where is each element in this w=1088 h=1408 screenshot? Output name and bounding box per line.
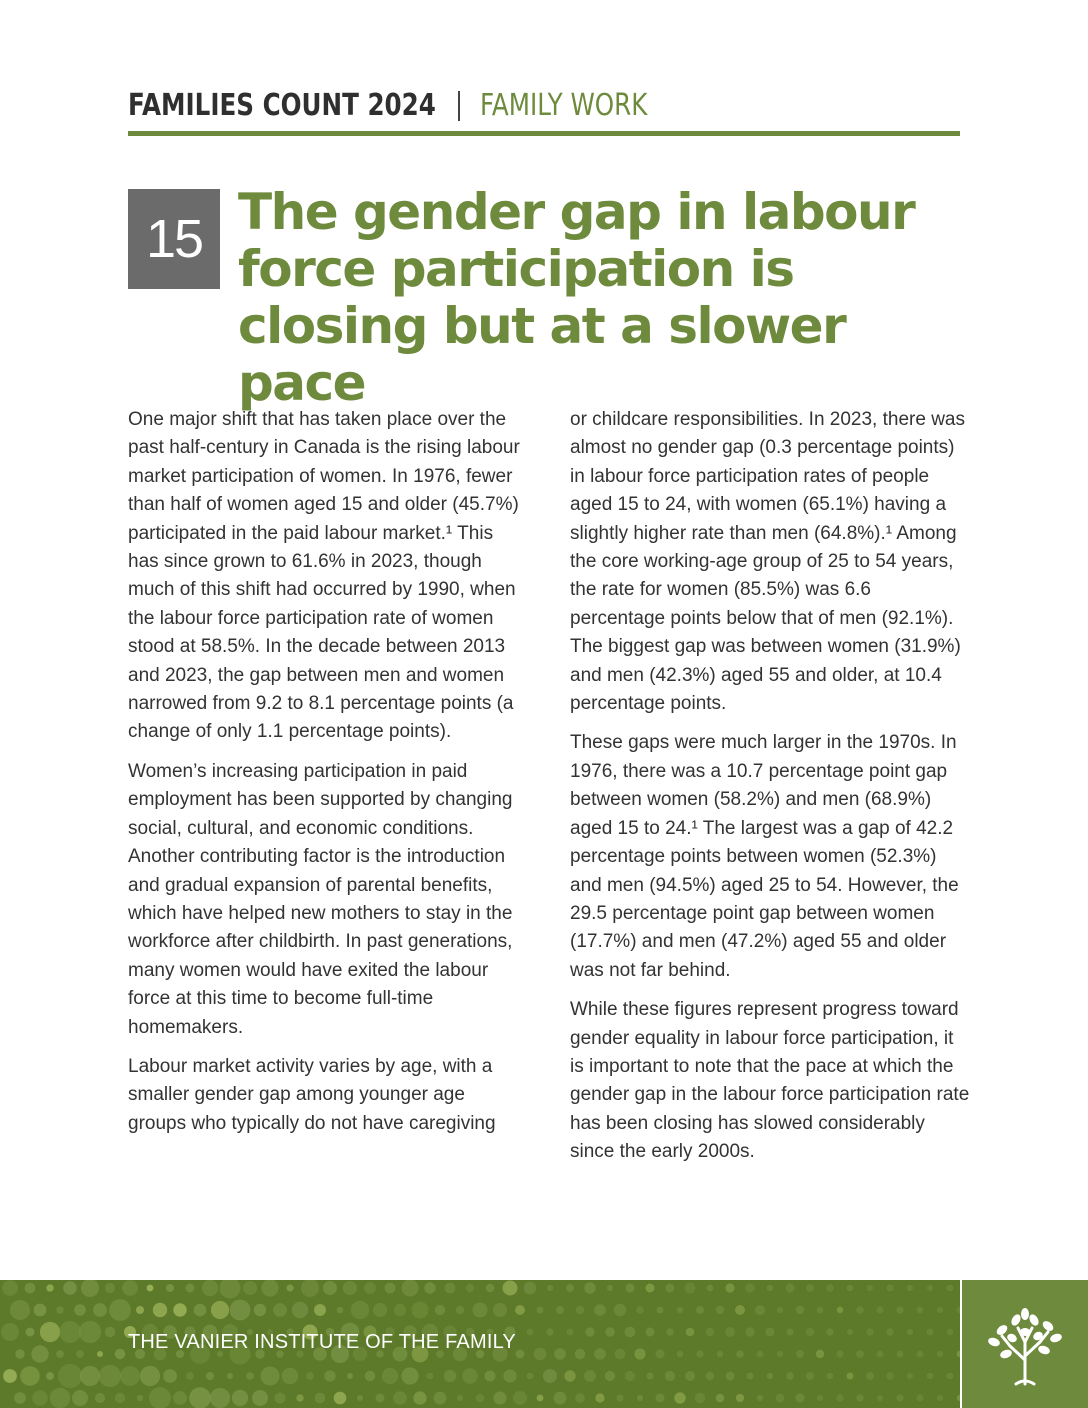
decor-dot <box>476 1394 485 1403</box>
decor-dot <box>76 1350 84 1358</box>
decor-dot <box>866 1328 873 1335</box>
organization-name: THE VANIER INSTITUTE OF THE FAMILY <box>128 1331 516 1353</box>
paragraph: Labour market activity varies by age, with a smaller gender gap among younger age groups who typically do not have caregiving <box>128 1055 496 1134</box>
paragraph: or childcare responsibilities. In 2023, there was almost no gender gap (0.3 percentage points) in labour force participation rates of people aged 15 to 24, with women (65.1%) having a slightly higher rate than men (64.8%).¹ Among the core working-age group of 25 to 54 years, the rate for women (85.5%) was 6.6 percentage points below that of men (92.1%). The biggest gap was between women (31.9%) and men (42.3%) aged 55 and older, at 10.4 percentage points. <box>570 409 965 715</box>
decor-dot <box>72 1390 88 1406</box>
decor-dot <box>816 1350 824 1358</box>
decor-dot <box>656 1350 665 1359</box>
decor-dot <box>337 1307 344 1314</box>
decor-dot <box>567 1329 574 1336</box>
decor-dot <box>636 1306 643 1313</box>
decor-dot <box>120 1366 140 1386</box>
decor-dot <box>706 1372 715 1381</box>
decor-dot <box>585 1327 594 1336</box>
decor-dot <box>15 1349 24 1358</box>
decor-dot <box>543 1369 557 1383</box>
decor-dot <box>917 1395 924 1402</box>
decor-dot <box>56 1350 64 1358</box>
decor-dot <box>556 1306 564 1314</box>
decor-dot <box>576 1306 585 1315</box>
decor-dot <box>26 1328 35 1337</box>
decor-dot <box>493 1303 507 1317</box>
decor-dot <box>745 1283 755 1293</box>
decor-dot <box>826 1328 833 1335</box>
decor-dot <box>31 1345 48 1362</box>
decor-dot <box>503 1369 516 1382</box>
decor-dot <box>402 1280 419 1297</box>
decor-dot <box>947 1285 954 1292</box>
decor-dot <box>357 1395 363 1401</box>
decor-dot <box>202 1280 218 1296</box>
decor-dot <box>50 1388 70 1408</box>
decor-dot <box>887 1285 894 1292</box>
decor-dot <box>777 1351 783 1357</box>
decor-dot <box>836 1394 843 1401</box>
decor-dot <box>674 1392 685 1403</box>
decor-dot <box>462 1368 477 1383</box>
decor-dot <box>275 1393 286 1404</box>
decor-dot <box>301 1280 319 1297</box>
decor-dot <box>153 1303 167 1317</box>
decor-dot <box>382 1368 398 1384</box>
decor-dot <box>757 1351 764 1358</box>
decor-dot <box>347 1373 353 1379</box>
decor-dot <box>757 1395 763 1401</box>
decor-dot <box>795 1393 804 1402</box>
decor-dot <box>434 1392 447 1405</box>
decor-dot <box>140 1366 160 1386</box>
decor-dot <box>917 1351 924 1358</box>
decor-dot <box>343 1281 357 1295</box>
decor-dot <box>866 1372 874 1380</box>
decor-dot <box>564 1370 575 1381</box>
decor-dot <box>486 1284 495 1293</box>
decor-dot <box>527 1329 534 1336</box>
decor-dot <box>252 1390 268 1406</box>
decor-dot <box>424 1282 435 1293</box>
decor-dot <box>466 1284 474 1292</box>
decor-dot <box>445 1283 456 1294</box>
decor-dot <box>246 1372 254 1380</box>
decor-dot <box>46 1284 53 1291</box>
decor-dot <box>323 1281 337 1295</box>
section-title: FAMILY WORK <box>480 88 648 123</box>
decor-dot <box>575 1393 585 1403</box>
decor-dot <box>365 1371 375 1381</box>
decor-dot <box>755 1305 765 1315</box>
decor-dot <box>686 1328 695 1337</box>
decor-dot <box>735 1305 745 1315</box>
decor-dot <box>74 1304 86 1316</box>
decor-dot <box>886 1372 893 1379</box>
decor-dot <box>706 1328 715 1337</box>
decor-dot <box>115 1349 125 1359</box>
decor-dot <box>393 1391 407 1405</box>
decor-dot <box>136 1306 144 1314</box>
decor-dot <box>847 1329 853 1335</box>
decor-dot <box>186 1284 195 1293</box>
decor-dot <box>10 1300 30 1320</box>
decor-dot <box>537 1307 544 1314</box>
decor-dot <box>927 1373 933 1379</box>
decor-dot <box>696 1306 704 1314</box>
decor-dot <box>173 1303 186 1316</box>
paragraph: While these figures represent progress toward gender equality in labour force participation, it is important to note that the pace at which the gender gap in the labour force participation rate has been closing has slowed considerably since the early 2000s. <box>570 999 970 1163</box>
decor-dot <box>617 1395 624 1402</box>
decor-dot <box>261 1367 280 1386</box>
chapter-number-badge: 15 <box>128 189 220 289</box>
decor-dot <box>210 1388 230 1408</box>
paragraph: These gaps were much larger in the 1970s. In 1976, there was a 10.7 percentage point gap between women (58.2%) and men (68.9%) aged 15 to 24.¹ The largest was a gap of 42.2 percentage points between women (52.3%) and men (94.5%) aged 25 to 54. However, the 29.5 percentage point gap between women (17.7%) and men (47.2%) aged 55 and older was not far behind. <box>570 732 959 981</box>
decor-dot <box>444 1370 456 1382</box>
decor-dot <box>605 1327 614 1336</box>
decor-dot <box>254 1304 266 1316</box>
decor-dot <box>594 1304 606 1316</box>
decor-dot <box>746 1372 753 1379</box>
decor-dot <box>25 1283 36 1294</box>
decor-dot <box>847 1285 854 1292</box>
decor-dot <box>306 1372 314 1380</box>
decor-dot <box>786 1284 795 1293</box>
decor-dot <box>166 1284 174 1292</box>
decor-dot <box>716 1394 725 1403</box>
decor-dot <box>494 1392 507 1405</box>
decor-dot <box>527 1373 534 1380</box>
decor-dot <box>806 1372 814 1380</box>
decor-dot <box>364 1282 376 1294</box>
decor-dot <box>79 1321 101 1343</box>
decor-dot <box>927 1329 934 1336</box>
decor-dot <box>767 1373 773 1379</box>
decor-dot <box>575 1349 585 1359</box>
decor-dot <box>163 1369 177 1383</box>
decor-dot <box>227 1373 233 1379</box>
decor-dot <box>314 1304 326 1316</box>
decor-dot <box>220 1280 241 1299</box>
decor-dot <box>95 1393 105 1403</box>
decor-dot <box>877 1307 884 1314</box>
paragraph: Women’s increasing participation in paid employment has been supported by changing social, cultural, and economic conditions. Another contributing factor is the introduction and gradual expansion of parental benefits, which have helped new mothers to stay in the workforce after childbirth. In past generations, many women would have exited the labour force at this time to become full-time homemakers. <box>128 760 513 1038</box>
decor-dot <box>856 1350 864 1358</box>
decor-dot <box>534 1348 547 1361</box>
decor-dot <box>122 1280 138 1296</box>
decor-dot <box>206 1372 214 1380</box>
page-title: The gender gap in labour force participation is closing but at a slower pace <box>238 183 915 412</box>
decor-dot <box>695 1393 705 1403</box>
decor-dot <box>566 1284 574 1292</box>
decor-dot <box>93 1303 107 1317</box>
decor-dot <box>947 1373 954 1380</box>
decor-dot <box>776 1394 785 1403</box>
decor-dot <box>806 1328 814 1336</box>
decor-dot <box>877 1351 884 1358</box>
decor-dot <box>401 1367 418 1384</box>
decor-dot <box>273 1303 287 1317</box>
decor-dot <box>282 1368 299 1385</box>
decor-dot <box>677 1351 684 1358</box>
decor-dot <box>957 1395 960 1401</box>
decor-dot <box>886 1328 893 1335</box>
decor-dot <box>554 1392 567 1405</box>
decor-dot <box>261 1280 278 1297</box>
decor-dot <box>211 1301 229 1319</box>
decor-dot <box>806 1284 814 1292</box>
decor-dot <box>947 1329 953 1335</box>
decor-dot <box>817 1307 824 1314</box>
decor-dot <box>826 1284 833 1291</box>
decor-dot <box>537 1395 544 1402</box>
series-title: FAMILIES COUNT 2024 <box>128 88 436 123</box>
tree-icon <box>962 1280 1088 1408</box>
decor-dot <box>907 1285 913 1291</box>
decor-dot <box>937 1395 943 1401</box>
decor-dot <box>836 1350 843 1357</box>
decor-dot <box>605 1371 615 1381</box>
decor-dot <box>473 1303 488 1318</box>
decor-dot <box>897 1351 904 1358</box>
decor-dot <box>766 1328 775 1337</box>
decor-dot <box>856 1306 864 1314</box>
decor-dot <box>867 1285 873 1291</box>
decor-dot <box>896 1394 903 1401</box>
decor-dot <box>230 1300 251 1321</box>
decor-dot <box>324 1370 335 1381</box>
decor-dot <box>877 1395 883 1401</box>
decor-dot <box>394 1304 406 1316</box>
decor-dot <box>736 1394 744 1402</box>
decor-dot <box>173 1391 187 1405</box>
decor-dot <box>827 1373 833 1379</box>
decor-dot <box>137 1395 143 1401</box>
decor-dot <box>817 1395 823 1401</box>
decor-dot <box>856 1394 863 1401</box>
decor-dot <box>896 1306 903 1313</box>
decor-dot <box>97 1351 103 1357</box>
decor-dot <box>937 1307 943 1313</box>
decor-dot <box>46 1372 54 1380</box>
decor-dot <box>725 1283 734 1292</box>
decor-dot <box>685 1283 696 1294</box>
decor-dot <box>656 1394 665 1403</box>
decor-dot <box>847 1373 854 1380</box>
decor-dot <box>696 1350 703 1357</box>
decor-dot <box>3 1369 17 1383</box>
decor-dot <box>584 1370 596 1382</box>
decor-dot <box>665 1371 675 1381</box>
decor-dot <box>787 1329 794 1336</box>
decor-dot <box>435 1305 445 1315</box>
decor-dot <box>485 1371 496 1382</box>
decor-dot <box>594 1348 606 1360</box>
decor-dot <box>637 1395 643 1401</box>
decor-dot <box>907 1373 913 1379</box>
decor-dot <box>767 1285 773 1291</box>
decor-dot <box>412 1302 429 1319</box>
decor-dot <box>646 1284 655 1293</box>
right-column <box>570 406 970 1178</box>
decor-dot <box>837 1307 843 1313</box>
decor-dot <box>109 1299 131 1321</box>
decor-dot <box>32 1390 47 1405</box>
decor-dot <box>292 1302 308 1318</box>
decor-dot <box>63 1281 77 1295</box>
decor-dot <box>516 1350 525 1359</box>
decor-dot <box>58 1364 82 1388</box>
decor-dot <box>457 1395 463 1401</box>
decor-dot <box>546 1328 553 1335</box>
decor-dot <box>232 1390 248 1406</box>
header-section-group <box>458 80 684 131</box>
decor-dot <box>717 1351 724 1358</box>
decor-dot <box>657 1307 664 1314</box>
left-column <box>128 406 528 1149</box>
decor-dot <box>917 1307 923 1313</box>
decor-dot <box>149 1387 171 1408</box>
decor-dot <box>456 1306 464 1314</box>
decor-dot <box>937 1351 943 1357</box>
decor-dot <box>547 1285 553 1291</box>
decor-dot <box>59 1321 81 1343</box>
decor-dot <box>56 1306 64 1314</box>
decor-dot <box>503 1281 518 1296</box>
decor-dot <box>315 1393 326 1404</box>
decor-dot <box>376 1394 385 1403</box>
decor-dot <box>186 1372 194 1380</box>
decor-dot <box>625 1371 635 1381</box>
decor-dot <box>1 1323 19 1341</box>
decor-dot <box>147 1285 154 1292</box>
decor-dot <box>99 1365 121 1387</box>
decor-dot <box>726 1372 735 1381</box>
decor-dot <box>957 1307 960 1314</box>
decor-dot <box>427 1373 434 1380</box>
decor-dot <box>957 1351 960 1358</box>
decor-dot <box>584 1282 596 1294</box>
decor-dot <box>796 1306 804 1314</box>
decor-dot <box>646 1328 655 1337</box>
decor-dot <box>105 1327 115 1337</box>
decor-dot <box>20 1366 40 1386</box>
decor-dot <box>615 1349 626 1360</box>
decor-dot <box>296 1394 303 1401</box>
decor-dot <box>725 1327 735 1337</box>
decor-dot <box>626 1284 635 1293</box>
decor-dot <box>666 1284 675 1293</box>
decor-dot <box>34 1304 47 1317</box>
decor-dot <box>351 1301 369 1319</box>
decor-dot <box>647 1373 654 1380</box>
decor-dot <box>373 1303 387 1317</box>
decor-dot <box>796 1350 804 1358</box>
decor-dot <box>736 1350 744 1358</box>
decor-dot <box>385 1283 396 1294</box>
decor-dot <box>634 1348 645 1359</box>
decor-dot <box>189 1387 211 1408</box>
page-header <box>128 80 960 136</box>
decor-dot <box>105 1283 115 1293</box>
decor-dot <box>554 1348 566 1360</box>
decor-dot <box>614 1304 626 1316</box>
decor-dot <box>115 1393 125 1403</box>
decor-dot <box>716 1306 724 1314</box>
decor-dot <box>40 1322 60 1342</box>
decor-dot <box>2 1280 18 1296</box>
logo-panel <box>962 1280 1088 1408</box>
decor-dot <box>595 1393 604 1402</box>
decor-dot <box>927 1285 933 1291</box>
decor-dot <box>14 1392 26 1404</box>
decor-dot <box>334 1392 347 1405</box>
decor-dot <box>685 1371 695 1381</box>
decor-dot <box>413 1391 426 1404</box>
decor-dot <box>607 1285 613 1291</box>
decor-dot <box>513 1391 527 1405</box>
decor-dot <box>80 1366 100 1386</box>
header-divider <box>458 91 460 121</box>
decor-dot <box>786 1372 793 1379</box>
decor-dot <box>707 1285 714 1292</box>
decor-dot <box>666 1328 674 1336</box>
decor-dot <box>907 1329 913 1335</box>
decor-dot <box>777 1307 783 1313</box>
decor-dot <box>81 1280 99 1297</box>
paragraph: One major shift that has taken place over the past half-century in Canada is the rising labour market participation of women. In 1976, fewer than half of women aged 15 and older (45.7%) participated in the paid labour market.¹ This has since grown to 61.6% in 2023, though much of this shift had occurred by 1990, when the labour force participation rate of women stood at 58.5%. In the decade between 2013 and 2023, the gap between men and women narrowed from 9.2 to 8.1 percentage points (a change of only 1.1 percentage points). <box>128 409 520 743</box>
decor-dot <box>243 1281 257 1295</box>
decor-dot <box>286 1284 293 1291</box>
decor-dot <box>625 1327 636 1338</box>
decor-dot <box>194 1304 207 1317</box>
decor-dot <box>677 1307 683 1313</box>
decor-dot <box>745 1327 754 1336</box>
decor-dot <box>515 1305 525 1315</box>
decor-dot <box>524 1282 537 1295</box>
